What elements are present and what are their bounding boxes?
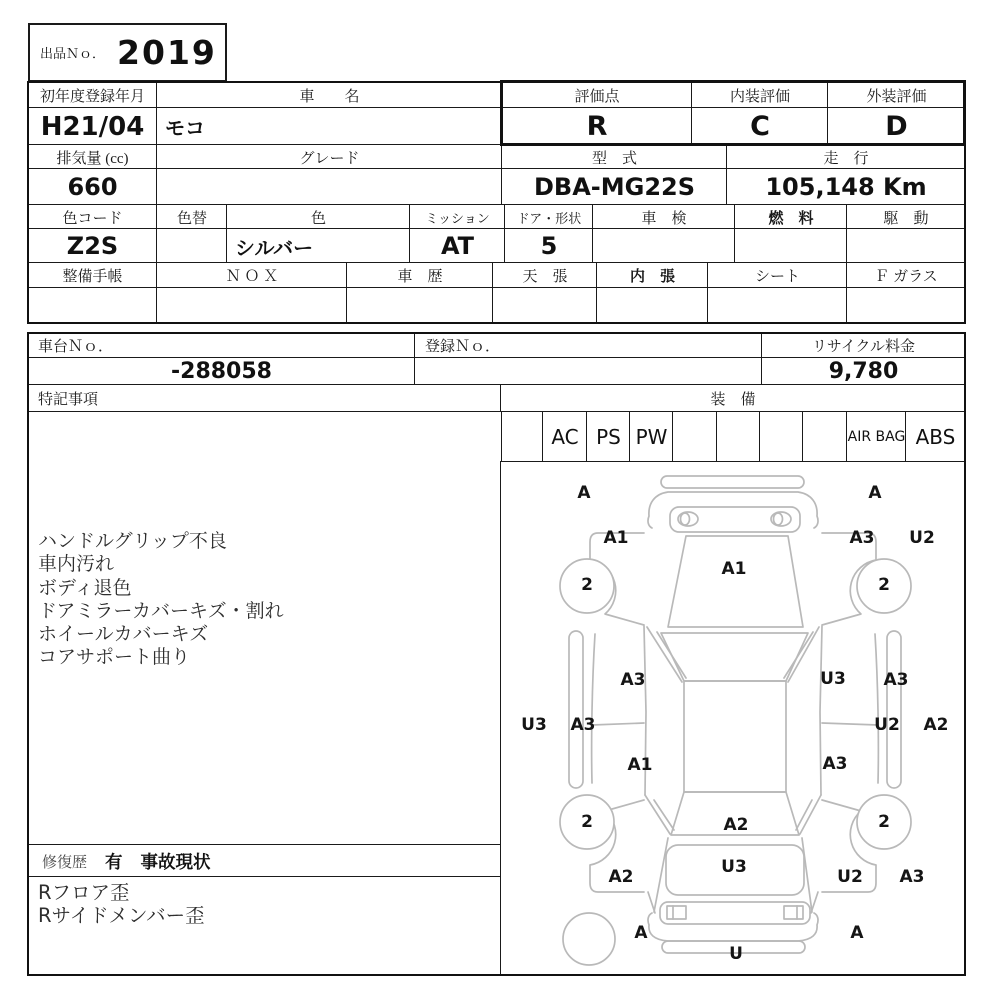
damage-mark: 2	[878, 812, 890, 832]
damage-mark: U2	[909, 528, 935, 548]
equipment-cell-ac: AC	[543, 412, 587, 462]
model-code-value: DBA-MG22S	[502, 169, 727, 205]
damage-mark: U	[729, 944, 743, 964]
recycle-fee-label: リサイクル料金	[762, 333, 965, 358]
first-reg-value: H21/04	[28, 108, 157, 145]
inspection-label: 車 検	[593, 205, 735, 229]
special-notes-box	[28, 412, 501, 845]
model-code-label: 型 式	[502, 145, 727, 169]
car-history-label: 車 歴	[347, 263, 493, 288]
color-change-label: 色替	[157, 205, 227, 229]
auction-number-box	[28, 23, 227, 82]
front-glass-label: Ｆ ガラス	[847, 263, 965, 288]
damage-mark: U3	[820, 669, 846, 689]
registration-no-value	[415, 358, 762, 385]
transmission-value: AT	[410, 229, 505, 263]
mileage-value: 105,148 Km	[727, 169, 965, 205]
transmission-label: ミッション	[410, 205, 505, 229]
fuel-value	[735, 229, 847, 263]
equipment-cell-pw: PW	[630, 412, 673, 462]
displacement-label: 排気量 (cc)	[28, 145, 157, 169]
repair-notes-text: Rフロア歪 Rサイドメンバー歪	[38, 881, 205, 927]
door-trim-value	[597, 288, 708, 323]
car-damage-diagram	[501, 462, 965, 975]
service-book-value	[28, 288, 157, 323]
fuel-label: 燃 料	[735, 205, 847, 229]
recycle-fee-value: 9,780	[762, 358, 965, 385]
special-notes-label: 特記事項	[28, 385, 501, 412]
repair-history-type: 事故現状	[140, 852, 211, 873]
interior-grade-label: 内装評価	[692, 82, 828, 108]
repair-history-label: 修復歴	[42, 854, 88, 871]
displacement-value: 660	[28, 169, 157, 205]
car-history-value	[347, 288, 493, 323]
special-notes-text: ハンドルグリップ不良 車内汚れ ボディ退色 ドアミラーカバーキズ・割れ ホイールカバーキズ コアサポート曲り	[38, 530, 284, 669]
equipment-cell-abs: ABS	[906, 412, 965, 462]
score-label: 評価点	[502, 82, 692, 108]
equipment-cell-ps: PS	[587, 412, 630, 462]
equipment-cell-airbag: AIR BAG	[847, 412, 906, 462]
damage-mark: U3	[521, 715, 547, 735]
drive-value	[847, 229, 965, 263]
damage-mark: A2	[923, 715, 949, 735]
damage-mark: A	[850, 923, 864, 943]
door-trim-label: 内 張	[597, 263, 708, 288]
damage-mark: A2	[723, 815, 749, 835]
nox-value	[157, 288, 347, 323]
headliner-label: 天 張	[493, 263, 597, 288]
score-value: R	[502, 108, 692, 145]
damage-mark: A3	[849, 528, 875, 548]
grade-value	[157, 169, 502, 205]
damage-mark: 2	[581, 812, 593, 832]
inspection-value	[593, 229, 735, 263]
interior-grade-value: C	[692, 108, 828, 145]
service-book-label: 整備手帳	[28, 263, 157, 288]
damage-mark: A3	[883, 670, 909, 690]
equipment-cell	[803, 412, 847, 462]
damage-mark: A3	[620, 670, 646, 690]
damage-mark: 2	[878, 575, 890, 595]
damage-mark: 2	[581, 575, 593, 595]
damage-mark: U2	[837, 867, 863, 887]
color-label: 色	[227, 205, 410, 229]
damage-mark: A3	[899, 867, 925, 887]
color-code-value: Z2S	[28, 229, 157, 263]
auction-number-value: 2019	[117, 33, 217, 72]
damage-mark: A2	[608, 867, 634, 887]
first-reg-label: 初年度登録年月	[28, 82, 157, 108]
damage-mark: A1	[627, 755, 653, 775]
damage-mark: A1	[603, 528, 629, 548]
drive-label: 駆 動	[847, 205, 965, 229]
repair-history-status: 有	[105, 852, 123, 873]
front-glass-value	[847, 288, 965, 323]
nox-label: Ｎ Ｏ Ｘ	[157, 263, 347, 288]
door-shape-value: 5	[505, 229, 593, 263]
chassis-no-label: 車台Ｎｏ．	[28, 333, 415, 358]
color-code-label: 色コード	[28, 205, 157, 229]
equipment-label: 装 備	[501, 385, 965, 412]
equipment-cell	[717, 412, 760, 462]
headliner-value	[493, 288, 597, 323]
damage-mark: U3	[721, 857, 747, 877]
mileage-label: 走 行	[727, 145, 965, 169]
door-shape-label: ドア・形状	[505, 205, 593, 229]
seat-label: シート	[708, 263, 847, 288]
chassis-no-value: -288058	[28, 358, 415, 385]
repair-history-row	[28, 845, 501, 877]
car-name-value: モコ	[157, 108, 502, 145]
damage-mark: U2	[874, 715, 900, 735]
exterior-grade-label: 外装評価	[828, 82, 965, 108]
color-value: シルバー	[227, 229, 410, 263]
damage-mark: A3	[570, 715, 596, 735]
damage-mark: A1	[721, 559, 747, 579]
auction-number-label: 出品Ｎｏ．	[40, 46, 106, 61]
color-change-value	[157, 229, 227, 263]
car-name-label: 車 名	[157, 82, 502, 108]
equipment-cell	[673, 412, 717, 462]
exterior-grade-value: D	[828, 108, 965, 145]
damage-mark: A3	[822, 754, 848, 774]
damage-mark: A	[868, 483, 882, 503]
repair-notes-box	[28, 877, 501, 975]
damage-mark: A	[634, 923, 648, 943]
seat-value	[708, 288, 847, 323]
equipment-cell	[501, 412, 543, 462]
grade-label: グレード	[157, 145, 502, 169]
registration-no-label: 登録Ｎｏ．	[415, 333, 762, 358]
damage-mark: A	[577, 483, 591, 503]
equipment-cell	[760, 412, 803, 462]
